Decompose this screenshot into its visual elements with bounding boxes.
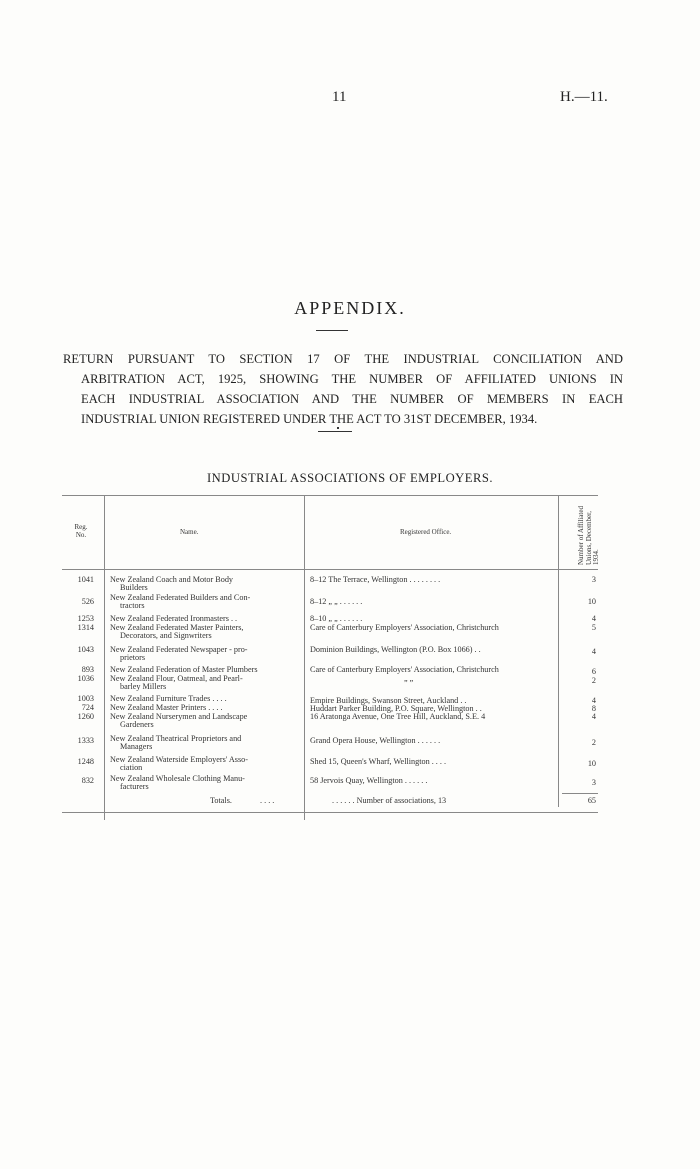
association-name: New Zealand Federated Builders and Con- tractors <box>110 593 251 611</box>
affiliated-count: 4 <box>591 647 596 656</box>
appendix-title: APPENDIX. <box>294 298 406 318</box>
document-reference: H.—11. <box>560 89 608 105</box>
affiliated-count: 5 <box>591 623 596 632</box>
header-reg: Reg. No. <box>74 523 88 539</box>
registered-office: Empire Buildings, Swanson Street, Auckland . . <box>310 696 467 705</box>
table-title: INDUSTRIAL ASSOCIATIONS OF EMPLOYERS. <box>206 471 494 485</box>
totals-rule <box>562 793 598 794</box>
return-line: ARBITRATION ACT, 1925, SHOWING THE NUMBER OF AFFILIATED UNIONS IN <box>81 372 623 386</box>
associations-table <box>62 495 598 820</box>
totals-leader: . . . . <box>260 796 275 805</box>
section-rule <box>318 431 352 432</box>
affiliated-count: 6 <box>591 667 596 676</box>
registered-office: 58 Jervois Quay, Wellington . . . . . . <box>310 776 428 785</box>
reg-number: 724 <box>81 703 94 712</box>
table-top-rule <box>62 495 598 496</box>
header-office: Registered Office. <box>400 528 452 536</box>
registered-office: Huddart Parker Building, P.O. Square, Wellington . . <box>310 704 482 713</box>
association-name: New Zealand Coach and Motor Body Builders <box>110 575 234 593</box>
association-name: New Zealand Master Printers . . . . <box>110 703 223 712</box>
association-name: New Zealand Waterside Employers' Asso- ciation <box>110 755 248 773</box>
return-line: INDUSTRIAL UNION REGISTERED UNDER THE ACT TO 31ST DECEMBER, 1934. <box>81 412 538 426</box>
association-name: New Zealand Wholesale Clothing Manu- facturers <box>110 774 245 792</box>
registered-office: 8–10 „ „ . . . . . . <box>310 614 363 623</box>
reg-number: 1043 <box>77 645 94 654</box>
header-affiliated: Number of Affiliated Unions, December, 1934. <box>577 506 600 565</box>
registered-office: 8–12 „ „ . . . . . . <box>310 597 363 606</box>
association-name: New Zealand Federation of Master Plumbers <box>110 665 258 674</box>
column-divider <box>304 495 305 820</box>
registered-office: Care of Canterbury Employers' Association, Christchurch <box>310 623 499 632</box>
association-name: New Zealand Federated Ironmasters . . <box>110 614 238 623</box>
return-line: EACH INDUSTRIAL ASSOCIATION AND THE NUMBER OF MEMBERS IN EACH <box>81 392 623 406</box>
affiliated-count: 3 <box>591 778 596 787</box>
association-name: New Zealand Furniture Trades . . . . <box>110 694 227 703</box>
reg-number: 832 <box>81 776 94 785</box>
affiliated-count: 10 <box>587 597 596 606</box>
totals-affiliated: 65 <box>587 796 596 805</box>
title-rule <box>316 330 348 331</box>
affiliated-count: 8 <box>591 704 596 713</box>
affiliated-count: 4 <box>591 712 596 721</box>
column-divider <box>104 495 105 820</box>
return-line: RETURN PURSUANT TO SECTION 17 OF THE INDUSTRIAL CONCILIATION AND <box>63 352 623 366</box>
reg-number: 1253 <box>77 614 94 623</box>
association-name: New Zealand Flour, Oatmeal, and Pearl- barley Millers <box>110 674 243 692</box>
affiliated-count: 4 <box>591 614 596 623</box>
affiliated-count: 10 <box>587 759 596 768</box>
reg-number: 1041 <box>77 575 94 584</box>
registered-office: 16 Aratonga Avenue, One Tree Hill, Auckland, S.E. 4 <box>310 712 486 721</box>
affiliated-count: 4 <box>591 696 596 705</box>
reg-number: 893 <box>81 665 94 674</box>
reg-number: 1036 <box>77 674 94 683</box>
association-name: New Zealand Federated Newspaper - pro- prietors <box>110 645 248 663</box>
totals-label: Totals. <box>210 796 232 805</box>
registered-office: „ „ <box>404 674 414 683</box>
return-heading <box>63 349 623 429</box>
registered-office: Grand Opera House, Wellington . . . . . . <box>310 736 441 745</box>
registered-office: 8–12 The Terrace, Wellington . . . . . . . . <box>310 575 441 584</box>
association-name: New Zealand Federated Master Painters, Decorators, and Signwriters <box>110 623 244 641</box>
affiliated-count: 2 <box>591 738 596 747</box>
reg-number: 1248 <box>77 757 94 766</box>
registered-office: Dominion Buildings, Wellington (P.O. Box 1066) . . <box>310 645 481 654</box>
registered-office: Care of Canterbury Employers' Association, Christchurch <box>310 665 499 674</box>
table-bottom-rule <box>62 812 598 813</box>
page-number: 11 <box>332 89 347 105</box>
reg-number: 1003 <box>77 694 94 703</box>
registered-office: Shed 15, Queen's Wharf, Wellington . . . . <box>310 757 447 766</box>
association-name: New Zealand Theatrical Proprietors and Managers <box>110 734 242 752</box>
association-name: New Zealand Nurserymen and Landscape Gardeners <box>110 712 248 730</box>
reg-number: 1260 <box>77 712 94 721</box>
header-name: Name. <box>180 528 199 536</box>
affiliated-count: 2 <box>591 676 596 685</box>
reg-number: 1314 <box>77 623 94 632</box>
reg-number: 526 <box>81 597 94 606</box>
totals-associations: . . . . . . Number of associations, 13 <box>332 796 447 805</box>
affiliated-count: 3 <box>591 575 596 584</box>
reg-number: 1333 <box>77 736 94 745</box>
ornament-dot <box>337 427 339 429</box>
header-bottom-rule <box>62 569 598 570</box>
